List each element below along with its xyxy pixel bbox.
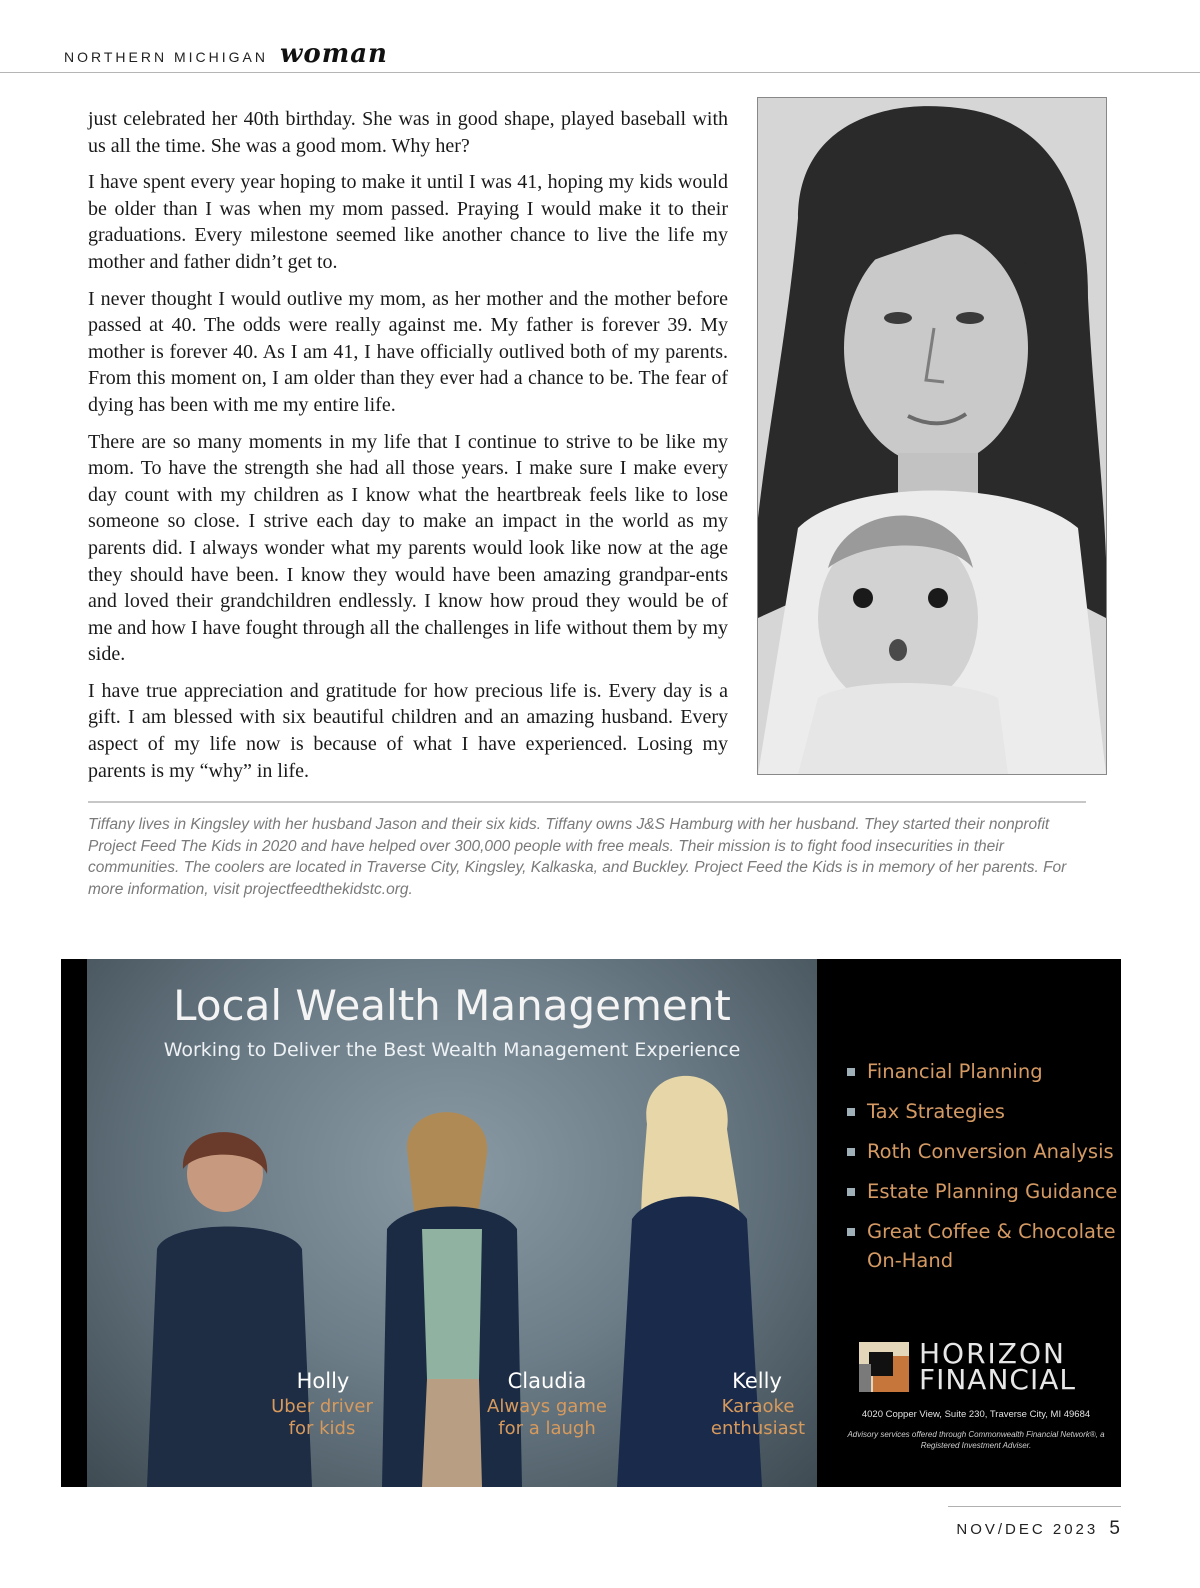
article-paragraph: just celebrated her 40th birthday. She was in good shape, played baseball with us all the time. She was a good mom. Why her?	[88, 108, 728, 157]
logo-mark-icon	[859, 1342, 909, 1392]
bullet-square-icon	[847, 1068, 855, 1076]
page-footer	[956, 1518, 1120, 1540]
horizon-financial-logo	[859, 1337, 1076, 1396]
logo-text-line2: FINANCIAL	[919, 1363, 1076, 1396]
bullet-square-icon	[847, 1228, 855, 1236]
person-name-holly: Holly	[296, 1369, 350, 1393]
person-tagline-kelly: Karaoke enthusiast	[710, 1396, 806, 1439]
magazine-name: NORTHERN MICHIGAN	[64, 49, 268, 65]
mother-and-baby-photo	[757, 97, 1107, 775]
bullet-square-icon	[847, 1188, 855, 1196]
service-item: Estate Planning Guidance	[847, 1177, 1117, 1206]
services-list	[847, 1057, 1117, 1286]
header-divider	[0, 72, 1200, 73]
person-tagline-claudia: Always game for a laugh	[487, 1396, 607, 1439]
person-name-kelly: Kelly	[732, 1369, 782, 1393]
masthead	[64, 40, 388, 74]
ad-disclaimer: Advisory services offered through Commonwealth Financial Network®, a Registered Investment Adviser.	[847, 1430, 1105, 1450]
ad-subheadline: Working to Deliver the Best Wealth Management Experience	[163, 1039, 741, 1061]
horizon-financial-ad	[61, 959, 1121, 1487]
logo-text-line1: HORIZON	[919, 1337, 1066, 1370]
ad-headline: Local Wealth Management	[173, 981, 731, 1030]
service-item: Roth Conversion Analysis	[847, 1137, 1117, 1166]
article-paragraph: There are so many moments in my life that I continue to strive to be like my mom. To have the strength she had all those years. I make sure I make every day count with my children as I know what the heartbreak feels like to lose someone so close. I strive each day to make an impact in the world as my parents did. I always wonder what my parents would look like now at the age they should have been. I know they would have been amazing grandpar-ents and loved their grandchildren endlessly. I know how proud they would be of me and how I have fought through all the challenges in life without them by my side.	[88, 430, 728, 666]
article-paragraph: I have true appreciation and gratitude for how precious life is. Every day is a gift. I am blessed with six beautiful children and an amazing husband. Every aspect of my life now is because of what I have experienced. Losing my parents is my “why” in life.	[88, 679, 728, 782]
bullet-square-icon	[847, 1148, 855, 1156]
bullet-square-icon	[847, 1108, 855, 1116]
magazine-script-title: woman	[279, 39, 388, 69]
article-paragraph: I have spent every year hoping to make it until I was 41, hoping my kids would be older than I was when my mom passed. Praying I would make it to their graduations. Every milestone seemed like another chance to live the life my mother and father didn’t get to.	[88, 171, 728, 273]
issue-date: NOV/DEC 2023	[956, 1521, 1099, 1538]
author-bio-caption: Tiffany lives in Kingsley with her husband Jason and their six kids. Tiffany owns J&S Hamburg with her husband. They started their nonprofit Project Feed The Kids in 2020 and have helped over 300,000 people with free meals. Their mission is to fight food insecurities in their communities. The coolers are located in Traverse City, Kingsley, Kalkaska, and Buckley. Project Feed the Kids is in memory of her parents. For more information, visit projectfeedthekidstc.org.	[88, 816, 1067, 898]
page-number: 5	[1109, 1518, 1120, 1539]
caption-divider	[88, 801, 1086, 803]
article-paragraph: I never thought I would outlive my mom, as her mother and the mother before passed at 40. The odds were really against me. My father is forever 39. My mother is forever 40. As I am 41, I have officially outlived both of my parents. From this moment on, I am older than they ever had a chance to be. The fear of dying has been with me my entire life.	[88, 287, 728, 416]
ad-address: 4020 Copper View, Suite 230, Traverse City, MI 49684	[861, 1409, 1091, 1420]
article-body	[88, 106, 728, 794]
service-item: Financial Planning	[847, 1057, 1117, 1086]
ad-team-photo	[87, 959, 817, 1487]
person-name-claudia: Claudia	[507, 1369, 587, 1393]
service-item: Great Coffee & Chocolate On-Hand	[847, 1217, 1117, 1275]
person-tagline-holly: Uber driver for kids	[271, 1396, 373, 1439]
footer-divider	[948, 1506, 1121, 1507]
service-item: Tax Strategies	[847, 1097, 1117, 1126]
